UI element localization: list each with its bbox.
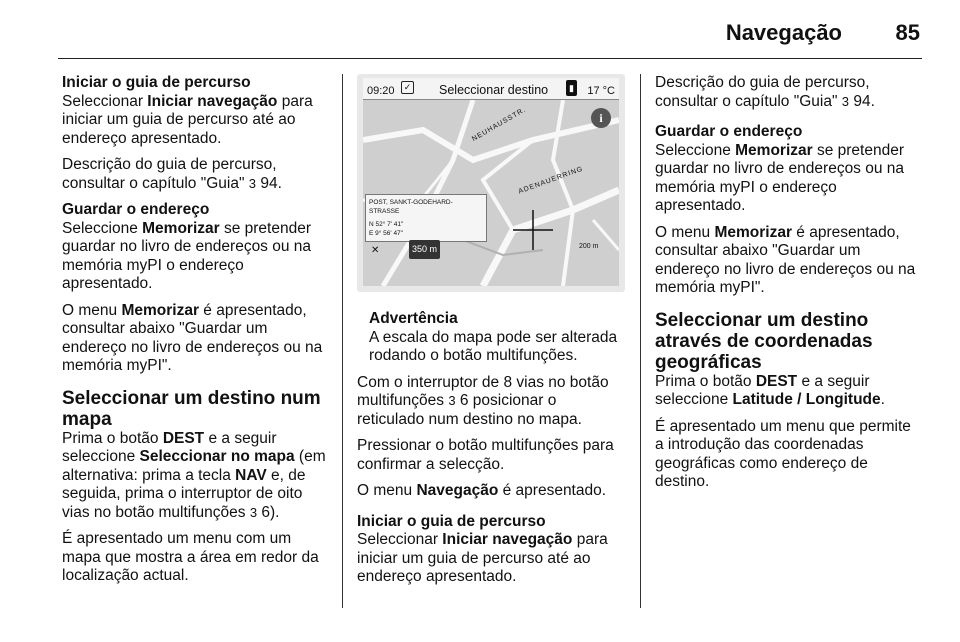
map-screenshot-figure (357, 74, 625, 292)
paragraph: Prima o botão DEST e a seguir seleccione Latitude / Longitude. (655, 372, 885, 408)
cross-reference-arrow-icon: 3 (448, 393, 456, 408)
paragraph: Pressionar o botão multifunções para confirmar a selecção. (357, 437, 614, 473)
info-icon: i (591, 108, 611, 128)
street-label: ADENAUERRING (517, 165, 585, 196)
section-heading: Guardar o endereço (655, 123, 803, 140)
map-scale-small: 200 m (579, 243, 599, 250)
column-divider-1 (342, 74, 343, 608)
note-heading: Advertência (369, 310, 458, 327)
page-header (0, 0, 960, 62)
paragraph: Com o interruptor de 8 vias no botão multifunções 3 6 posicionar o reticulado num destino no mapa. (357, 373, 609, 428)
street-label: NEUHAUSSTR. (470, 106, 528, 143)
page-number: 85 (895, 20, 920, 45)
cross-reference-arrow-icon: 3 (841, 93, 850, 109)
paragraph: Prima o botão DEST e a seguir seleccione Seleccionar no mapa (em alternativa: prima a tecla NAV e, de seguida, prima o interruptor de oito vias no botão multifunções 3 6). (62, 429, 326, 521)
column-2 (357, 74, 625, 595)
clock: 09:20 (367, 85, 395, 97)
paragraph: O menu Memorizar é apresentado, consultar abaixo "Guardar um endereço no livro de endereços ou na memória myPI". (62, 301, 323, 374)
paragraph: É apresentado um menu que permite a introdução das coordenadas geográficas como endereço de destino. (655, 417, 911, 490)
page-title: Navegação (725, 20, 842, 45)
paragraph: O menu Memorizar é apresentado, consultar abaixo "Guardar um endereço no livro de endereços ou na memória myPI". (655, 223, 916, 296)
destination-popup: POST, SANKT-GODEHARD-STRASSE N 52° 7' 41" E 9° 56' 47" (365, 194, 487, 242)
section-heading-large: Seleccionar um destino num mapa (62, 387, 321, 430)
paragraph: O menu Navegação é apresentado. (357, 482, 607, 499)
section-heading: Iniciar o guia de percurso (62, 74, 251, 91)
close-icon: ✕ (371, 245, 380, 256)
section-heading-large: Seleccionar um destino através de coordenadas geográficas (655, 309, 873, 373)
cross-reference-arrow-icon: 3 (248, 175, 257, 191)
ok-icon: ✓ (401, 81, 414, 94)
screen-title-bar (363, 78, 619, 100)
paragraph: Descrição do guia de percurso, consultar o capítulo "Guia" 3 94. (62, 156, 282, 192)
thermometer-icon: ▮ (566, 80, 577, 96)
column-1 (62, 74, 330, 594)
paragraph: Seleccionar Iniciar navegação para iniciar um guia de percurso até ao endereço apresentado. (357, 531, 608, 585)
screen-title: Seleccionar destino (439, 83, 549, 97)
paragraph: Seleccione Memorizar se pretender guardar no livro de endereços ou na memória myPI o endereço apresentado. (62, 219, 312, 292)
section-heading: Iniciar o guia de percurso (357, 512, 546, 530)
column-divider-2 (640, 74, 641, 608)
note-text: A escala do mapa pode ser alterada rodando o botão multifunções. (369, 328, 618, 364)
paragraph: Seleccionar Iniciar navegação para iniciar um guia de percurso até ao endereço apresentado. (62, 92, 313, 147)
column-3 (655, 74, 923, 500)
paragraph: Seleccione Memorizar se pretender guardar no livro de endereços ou na memória myPI o endereço apresentado. (655, 141, 905, 214)
cross-reference-arrow-icon: 3 (249, 504, 258, 520)
section-heading: Guardar o endereço (62, 201, 210, 218)
paragraph: É apresentado um menu com um mapa que mostra a área em redor da localização actual. (62, 530, 319, 584)
header-rule (58, 58, 922, 59)
warning-note (357, 310, 625, 366)
paragraph: Descrição do guia de percurso, consultar o capítulo "Guia" 3 94. (655, 74, 875, 110)
temperature: 17 °C (587, 85, 615, 97)
map-scale: 350 m (409, 240, 440, 259)
